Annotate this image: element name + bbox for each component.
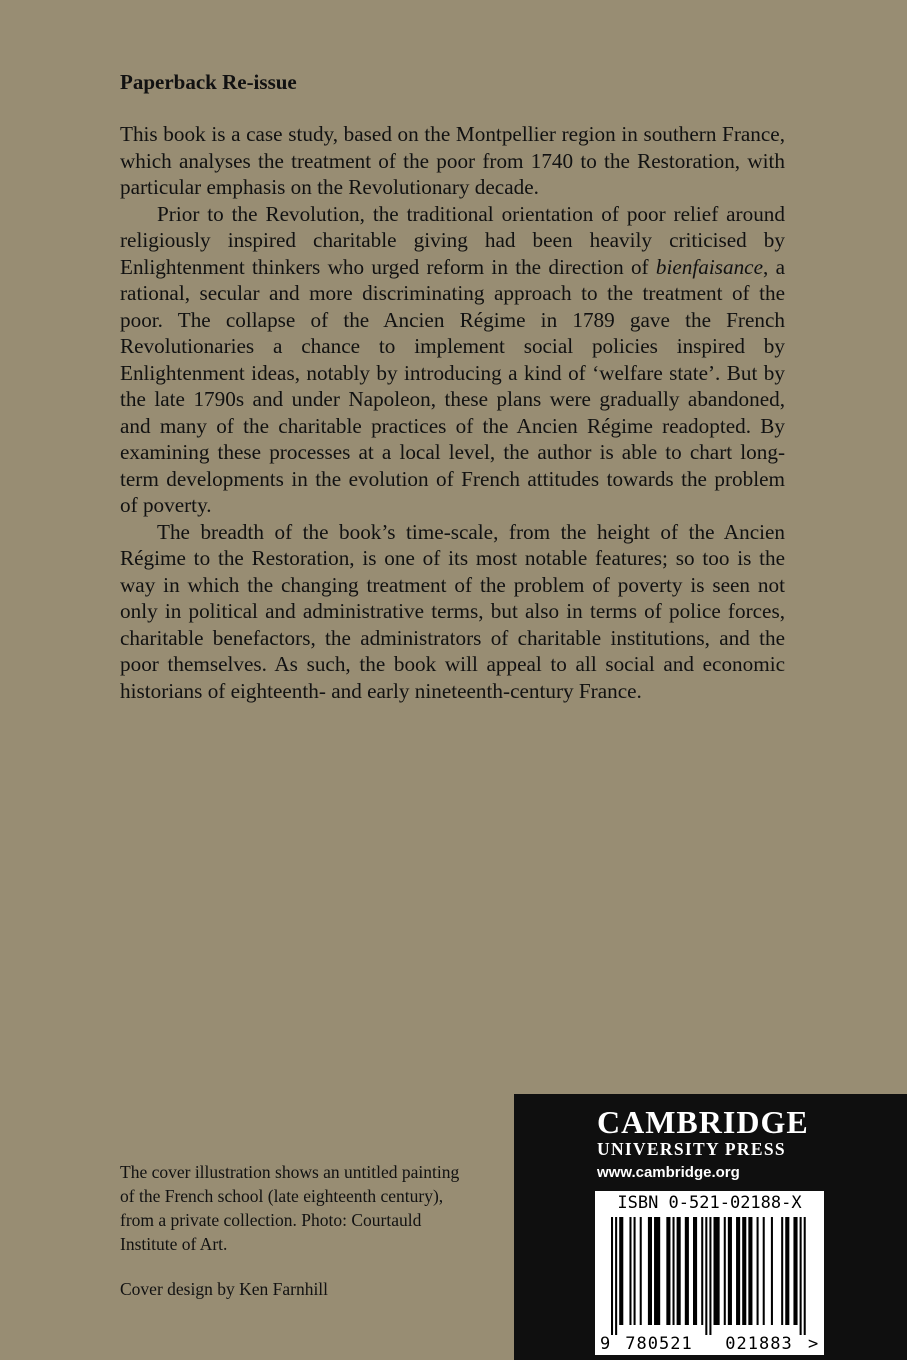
barcode-icon [595, 1191, 824, 1355]
barcode-bar [781, 1217, 783, 1325]
barcode-bar [677, 1217, 681, 1325]
barcode-bar [763, 1217, 765, 1325]
publisher-block [514, 1094, 907, 1360]
barcode-bar [629, 1217, 631, 1325]
publisher-press: UNIVERSITY PRESS [597, 1139, 786, 1159]
barcode-guard-bar [705, 1217, 707, 1335]
barcode-bar [771, 1217, 773, 1325]
isbn-label: ISBN 0-521-02188-X [617, 1193, 802, 1213]
blurb-paragraph-1: This book is a case study, based on the Montpellier region in southern France, which analyses the treatment of the poor from 1740 to the Restoration, with particular emphasis on the Revolutionary decade. [120, 122, 785, 199]
barcode-bar [724, 1217, 726, 1325]
barcode-bar [728, 1217, 732, 1325]
barcode-bar [619, 1217, 623, 1325]
barcode-bar [693, 1217, 697, 1325]
barcode-guard-bar [709, 1217, 711, 1335]
barcode-bar [701, 1217, 703, 1325]
barcode-bar [648, 1217, 652, 1325]
barcode-bar [714, 1217, 720, 1325]
barcode-guard-bar [800, 1217, 802, 1335]
barcode-end-mark: > [808, 1334, 819, 1354]
paragraph-2-text-start: Prior to the Revolution, the traditional orientation of poor relief around religiously inspired charitable giving had been heavily criticised by Enlightenment thinkers who urged reform in the direction of [120, 201, 785, 279]
barcode-bar [640, 1217, 642, 1325]
blurb-body [120, 121, 785, 704]
barcode-bar [742, 1217, 746, 1325]
barcode-bar [736, 1217, 740, 1325]
design-credit: Cover design by Ken Farnhill [120, 1279, 329, 1299]
barcode-lead-digit: 9 [600, 1334, 611, 1354]
barcode-guard-bar [804, 1217, 806, 1335]
barcode-box [595, 1191, 824, 1355]
barcode-bar [793, 1217, 797, 1325]
barcode-digits-right: 021883 [725, 1334, 793, 1354]
paragraph-2-text-end: , a rational, secular and more discriminating approach to the treatment of the poor. The collapse of the Ancien Régime in 1789 gave the French Revolutionaries a chance to implement social policies inspired by Enlightenment ideas, notably by introducing a kind of ‘welfare state’. But by the late 1790s and under Napoleon, these plans were gradually abandoned, and many of the charitable practices of the Ancien Régime readopted. By examining these processes at a local level, the author is able to chart long-term developments in the evolution of French attitudes towards the problem of poverty. [120, 254, 785, 517]
publisher-name: CAMBRIDGE [597, 1104, 809, 1140]
barcode-guard-bar [615, 1217, 617, 1335]
page-heading: Paperback Re-issue [120, 70, 297, 94]
barcode-bar [785, 1217, 789, 1325]
barcode-bar [757, 1217, 759, 1325]
barcode-bar [654, 1217, 660, 1325]
barcode-bar [634, 1217, 636, 1325]
barcode-digits-left: 780521 [625, 1334, 693, 1354]
publisher-url: www.cambridge.org [597, 1164, 740, 1181]
blurb-paragraph-2 [120, 201, 785, 519]
illustration-credit: The cover illustration shows an untitled painting of the French school (late eighteenth century), from a private collection. Photo: Courtauld Institute of Art. [120, 1162, 460, 1254]
italic-term: bienfaisance [655, 254, 763, 279]
cover-credits [120, 1160, 465, 1301]
blurb-paragraph-3: The breadth of the book’s time-scale, from the height of the Ancien Régime to the Restoration, is one of its most notable features; so too is the way in which the changing treatment of the problem of poverty is seen not only in political and administrative terms, but also in terms of police forces, charitable benefactors, the administrators of charitable institutions, and the poor themselves. As such, the book will appeal to all social and economic historians of eighteenth- and early nineteenth-century France. [120, 519, 785, 703]
barcode-bar [673, 1217, 675, 1325]
barcode-bar [666, 1217, 670, 1325]
barcode-bar [685, 1217, 689, 1325]
barcode-guard-bar [611, 1217, 613, 1335]
barcode-bar [748, 1217, 752, 1325]
